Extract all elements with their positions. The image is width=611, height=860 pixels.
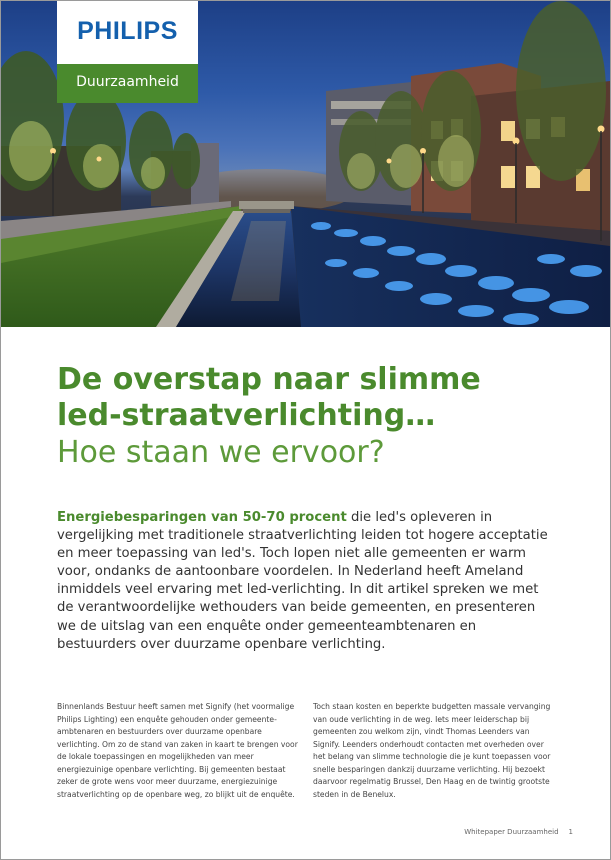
section-label: Duurzaamheid — [76, 74, 179, 90]
logo-text: PHILIPS — [77, 17, 178, 45]
intro-text: die led's opleveren in vergelijking met traditionele straatverlichting leiden tot hogere acceptatie en meer toepassing van led's. Toch lopen niet alle gemeenten er warm voor, ondanks de aantoonbare voordelen. In Nederland heeft Ameland inmiddels veel ervaring met led-verlichting. In dit artikel spreken we met de verantwoordelijke wethouders van beide gemeenten, en presenteren we de uitslag van een enquête onder gemeenteambtenaren en bestuurders over duurzame openbare verlichting. — [57, 510, 548, 652]
article-title — [57, 362, 577, 472]
body-left-text: Binnenlands Bestuur heeft samen met Signify (het voormalige Philips Lighting) een enquête gehouden onder gemeente-ambtenaren en bestuurders over duurzame openbare verlichting. Om zo de stand van zaken in kaart te brengen voor de lokale toepassingen en mogelijkheden van meer energiezuinige openbare verlichting. Bij gemeenten bestaat zeker de grote wens voor meer duurzame, energiezuinige straatverlichting op de openbare weg, zo blijkt uit de enquête. — [57, 702, 298, 799]
body-column-right — [313, 701, 558, 801]
page-footer — [464, 828, 573, 836]
section-band — [57, 64, 198, 103]
intro-paragraph — [57, 509, 557, 654]
page-number: 1 — [568, 828, 573, 836]
title-line-2: led-straatverlichting… — [57, 398, 436, 433]
title-line-1: De overstap naar slimme — [57, 362, 481, 397]
intro-lead: Energiebesparingen van 50-70 procent — [57, 510, 347, 525]
title-subtitle: Hoe staan we ervoor? — [57, 435, 385, 470]
body-column-left — [57, 701, 302, 801]
philips-logo — [57, 1, 198, 64]
body-right-text: Toch staan kosten en beperkte budgetten massale vervanging van oude verlichting in de weg. Iets meer leiderschap bij gemeenten zou welkom zijn, vindt Thomas Leenders van Signify. Leenders onderhoudt contacten met overheden over het belang van slimme technologie die je kunt toepassen voor snelle besparingen dankzij duurzame verlichting. Hij bezoekt daarvoor regelmatig Brussel, Den Haag en de twintig grootste steden in de Benelux. — [313, 702, 551, 799]
footer-label: Whitepaper Duurzaamheid — [464, 828, 559, 836]
